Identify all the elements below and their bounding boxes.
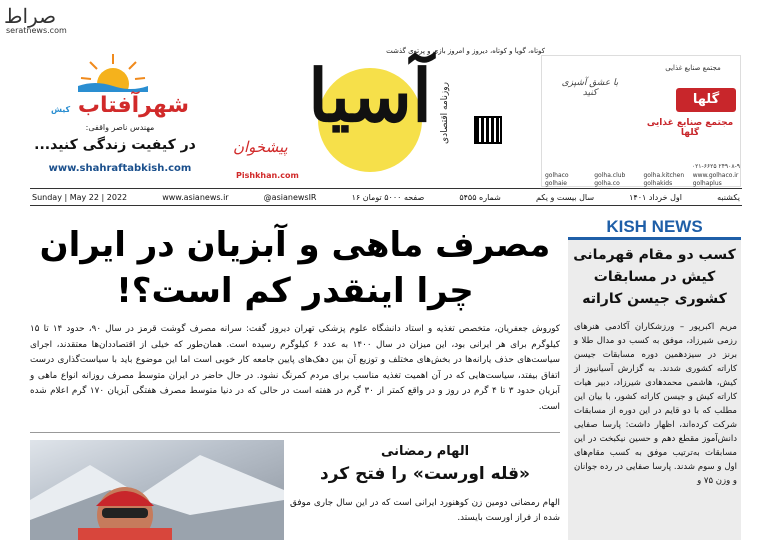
info-date-fa: اول خرداد ۱۴۰۱ (629, 192, 682, 202)
climber-photo (30, 440, 284, 540)
ad-right-link[interactable]: golhaie (545, 180, 567, 187)
divider (30, 432, 560, 433)
ad-right-tagline: مجتمع صنایع غذایی گلها (646, 118, 734, 138)
sub-story-body: الهام رمضانی دومین زن کوهنورد ایرانی است که در این سال جاری موفق شده از فراز اورست بایستد. (290, 498, 560, 523)
ad-left-brand-small: کیش (50, 105, 71, 114)
ad-right-link[interactable]: golhakids (643, 180, 673, 187)
main-lead: کوروش جعفریان، متخصص تغذیه و استاد دانشگاه علوم پزشکی تهران دیروز گفت: سرانه مصرف گوشت قرمز در سال ۹۰، حدود ۱۴ تا ۱۵ کیلوگرم برای هر ایرانی بود، این میزان در سال ۱۴۰۰ به عدد ۶ کیلوگرم رسیده است. همان‌طور که خیلی از اقتصاددان‌ها معتقدند، اجرای سیاست‌های حذف یارانه‌ها در بخش‌های مختلف و توزیع آن بین دهک‌های پایین جامعه کار خوبی است اما این موضوع باید با سیاست‌گذاری درست اتفاق بیفتد، سیاست‌هایی که در آن اهمیت تغذیه مناسب برای مردم کمرنگ نشود. در حال حاضر در ایران متوسط مصرف روزانه انواع ماهی و آبزیان حدود ۳ تا ۴ گرم در روز و در واقع کمتر از ۳۰ گرم در هفته است در حالی که در دنیا متوسط مصرف هفتگی آبزیان ۱۷۰ گرم اعلام شده است. (30, 324, 560, 412)
ad-left-url[interactable]: www.shahraftabkish.com (48, 163, 192, 174)
main-headline-line1: مصرف ماهی و آبزیان در ایران (39, 225, 551, 265)
ad-left-slogan: در کیفیت زندگی کنید... (34, 137, 196, 153)
info-issue: شماره ۵۴۵۵ (459, 192, 501, 202)
ad-right-link[interactable]: golha.co (594, 180, 620, 187)
masthead-title: آسیا (308, 53, 432, 138)
kish-news-body: مریم اکبرپور – ورزشکاران آکادمی هنرهای رزمی شیرزاد، موفق به کسب دو مدال طلا و برنز در سیزدهمین دوره مسابقات جیسن کاراته کشوری شدند. به گزارش آسیانیوز از کیش، هاشمی محمدهادی شیرزاد، دبیر هیات کاراته کیش و جیسن کاراته کشور، با بیان این مطلب که با دو قایم در این دوره از مسابقات شرکت کرده‌اند، اظهار داشت: پارسا صفایی دانش‌آموز مقطع دهم و حسین نیکبخت در این مسابقات به‌ترتیب موفق به کسب مقام‌های اول و سوم شدند. پارسا صفایی در رده جوانان و وزن ۷۵ و (574, 322, 737, 486)
ad-left-subtitle: مهندس ناصر واقفی: (85, 123, 155, 132)
sub-story-title: الهام رمضانی (380, 444, 470, 459)
ad-right-link[interactable]: golha.club (594, 172, 626, 179)
masthead-subtitle: روزنامه اقتصادی (440, 82, 450, 144)
golha-logo: گلها (676, 88, 736, 112)
ad-right-title: مجتمع صنایع غذایی (665, 64, 721, 72)
kish-news-title[interactable]: کسب دو مقام قهرمانی کیش در مسابقات کشوری جیسن کاراته (573, 247, 736, 307)
watermark-logo: صراط (4, 4, 57, 28)
main-headline-line2: چرا اینقدر کم است؟! (116, 271, 474, 311)
masthead-tagline: کوتاه، گویا و کوتاه، دیروز و امروز بازی و پرتوی گذشت (386, 47, 545, 55)
info-pages: ۱۶ صفحه ۵۰۰۰ تومان (351, 192, 425, 202)
info-bar (30, 188, 742, 206)
info-day: یکشنبه (717, 192, 740, 202)
ad-right-link[interactable]: golhaco (545, 172, 569, 179)
ad-right-links (545, 172, 740, 179)
sun-logo-icon (78, 52, 148, 92)
ad-right-links-2 (545, 180, 740, 187)
info-website[interactable]: www.asianews.ir (162, 192, 229, 202)
pishkhan-logo: پیشخوان (233, 138, 288, 156)
pishkhan-url[interactable]: Pishkhan.com (236, 171, 299, 180)
ad-right-phone: ۰۲۱-۶۶۲۵ ۲۴۹۰۸-۹ (691, 163, 740, 170)
ad-right-link[interactable]: golhaplus (692, 180, 722, 187)
sub-story-headline[interactable]: «قله اورست» را فتح کرد (319, 464, 531, 484)
qr-code-icon[interactable] (474, 116, 502, 144)
mountain-photo-icon (30, 440, 284, 540)
info-year: سال بیست و یکم (535, 192, 595, 202)
ad-right-link[interactable]: www.golhaco.ir (692, 172, 739, 179)
ad-left-brand: شهرآفتاب کیش (50, 93, 190, 118)
info-date-en: Sunday | May 22 | 2022 (32, 192, 128, 202)
kish-news-header: KISH NEWS (568, 214, 741, 240)
info-instagram[interactable]: @asianewsIR (263, 192, 317, 202)
ad-right-caption: با عشق آشپزی کنید (561, 78, 619, 98)
watermark-url: seratnews.com (6, 26, 67, 35)
main-headline[interactable] (30, 222, 560, 314)
ad-right-link[interactable]: golha.kitchen (643, 172, 685, 179)
